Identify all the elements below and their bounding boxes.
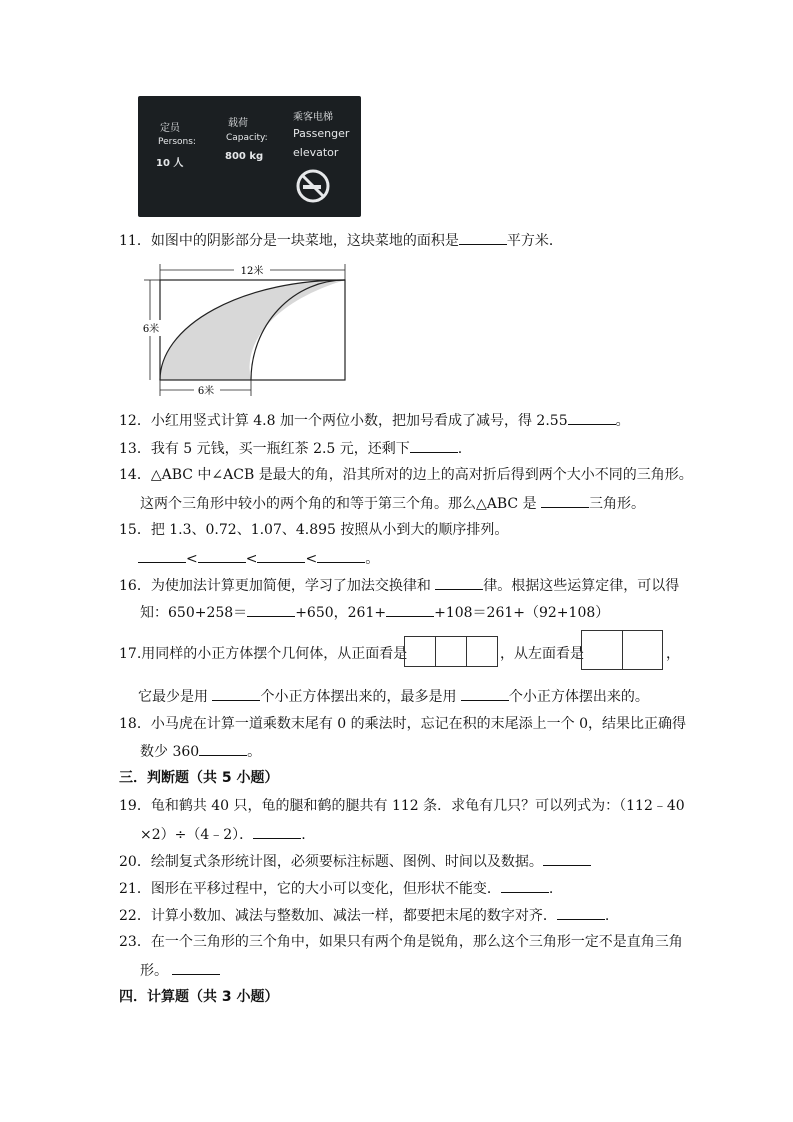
answer-blank[interactable] xyxy=(198,548,246,563)
answer-blank[interactable] xyxy=(501,878,549,893)
answer-blank[interactable] xyxy=(247,602,295,617)
question-17-comma: ， xyxy=(666,646,680,662)
question-17-front-text: 17.用同样的小正方体摆个几何体，从正面看是 xyxy=(119,646,408,662)
front-view-figure xyxy=(404,636,498,667)
figure-bottom-label: 6米 xyxy=(197,386,215,397)
question-13: 13．我有 5 元钱，买一瓶红茶 2.5 元，还剩下 . xyxy=(119,438,462,459)
question-18-line1: 18．小马虎在计算一道乘数末尾有 0 的乘法时，忘记在积的末尾添上一个 0，结果比正确得 xyxy=(119,716,686,732)
sign-persons-value: 10 人 xyxy=(156,158,184,169)
elevator-sign-image xyxy=(138,96,361,217)
sign-persons-en: Persons: xyxy=(158,137,196,147)
question-16-line2: 知：650+258＝ +650，261+ +108＝261+（92+108） xyxy=(140,602,609,623)
question-17-left-text: ，从左面看是 xyxy=(500,646,584,662)
question-20: 20．绘制复式条形统计图，必须要标注标题、图例、时间以及数据。 xyxy=(119,851,591,872)
question-11: 11．如图中的阴影部分是一块菜地，这块菜地的面积是 平方米． xyxy=(119,230,563,251)
question-12: 12．小红用竖式计算 4.8 加一个两位小数，把加号看成了减号，得 2.55 。 xyxy=(119,410,630,431)
section-3-heading: 三．判断题（共 5 小题） xyxy=(119,770,279,786)
figure-top-label: 12米 xyxy=(240,266,264,277)
answer-blank[interactable] xyxy=(212,686,260,701)
answer-blank[interactable] xyxy=(435,575,483,590)
question-16-line1: 16．为使加法计算更加简便，学习了加法交换律和 律。根据这些运算定律，可以得 xyxy=(119,575,679,596)
question-19-line1: 19．龟和鹤共 40 只，龟的腿和鹤的腿共有 112 条．求龟有几只？可以列式为：（112﹣40 xyxy=(119,798,685,814)
answer-blank[interactable] xyxy=(461,686,509,701)
question-23-line1: 23．在一个三角形的三个角中，如果只有两个角是锐角，那么这个三角形一定不是直角三角 xyxy=(119,934,683,950)
sign-capacity-en: Capacity: xyxy=(226,133,268,143)
question-15-line1: 15．把 1.3、0.72、1.07、4.895 按照从小到大的顺序排列。 xyxy=(119,522,509,538)
figure-left-label: 6米 xyxy=(142,324,160,335)
sign-elevator-en2: elevator xyxy=(293,146,339,159)
no-smoking-icon xyxy=(295,168,331,204)
sign-capacity-value: 800 kg xyxy=(225,151,264,162)
question-18-line2: 数少 360 。 xyxy=(140,741,261,762)
sign-elevator-en1: Passenger xyxy=(293,127,350,140)
question-15-line2: < < < 。 xyxy=(138,548,379,569)
question-17-line2: 它最少是用 个小正方体摆出来的，最多是用 个小正方体摆出来的。 xyxy=(138,686,649,707)
answer-blank[interactable] xyxy=(459,230,507,245)
answer-blank[interactable] xyxy=(253,824,301,839)
answer-blank[interactable] xyxy=(199,741,247,756)
answer-blank[interactable] xyxy=(257,548,305,563)
question-22: 22．计算小数加、减法与整数加、减法一样，都要把末尾的数字对齐． . xyxy=(119,905,609,926)
question-14-line2: 这两个三角形中较小的两个角的和等于第三个角。那么△ABC 是 三角形。 xyxy=(140,493,645,514)
answer-blank[interactable] xyxy=(541,493,589,508)
section-4-heading: 四．计算题（共 3 小题） xyxy=(119,989,279,1005)
answer-blank[interactable] xyxy=(410,438,458,453)
answer-blank[interactable] xyxy=(386,602,434,617)
answer-blank[interactable] xyxy=(557,905,605,920)
question-21: 21．图形在平移过程中，它的大小可以变化，但形状不能变． . xyxy=(119,878,553,899)
question-23-line2: 形。 xyxy=(140,960,220,981)
sign-elevator-cn: 乘客电梯 xyxy=(293,112,333,123)
answer-blank[interactable] xyxy=(138,548,186,563)
sign-persons-cn: 定员 xyxy=(160,123,180,134)
answer-blank[interactable] xyxy=(543,851,591,866)
question-19-line2: ×2）÷（4﹣2）． . xyxy=(140,824,306,845)
answer-blank[interactable] xyxy=(172,960,220,975)
sign-capacity-cn: 载荷 xyxy=(228,118,248,129)
question-14-line1: 14．△ABC 中∠ACB 是最大的角，沿其所对的边上的高对折后得到两个大小不同的三角形。 xyxy=(119,467,693,483)
answer-blank[interactable] xyxy=(317,548,365,563)
vegetable-plot-figure xyxy=(138,258,353,398)
answer-blank[interactable] xyxy=(568,410,616,425)
left-view-figure xyxy=(581,630,663,670)
